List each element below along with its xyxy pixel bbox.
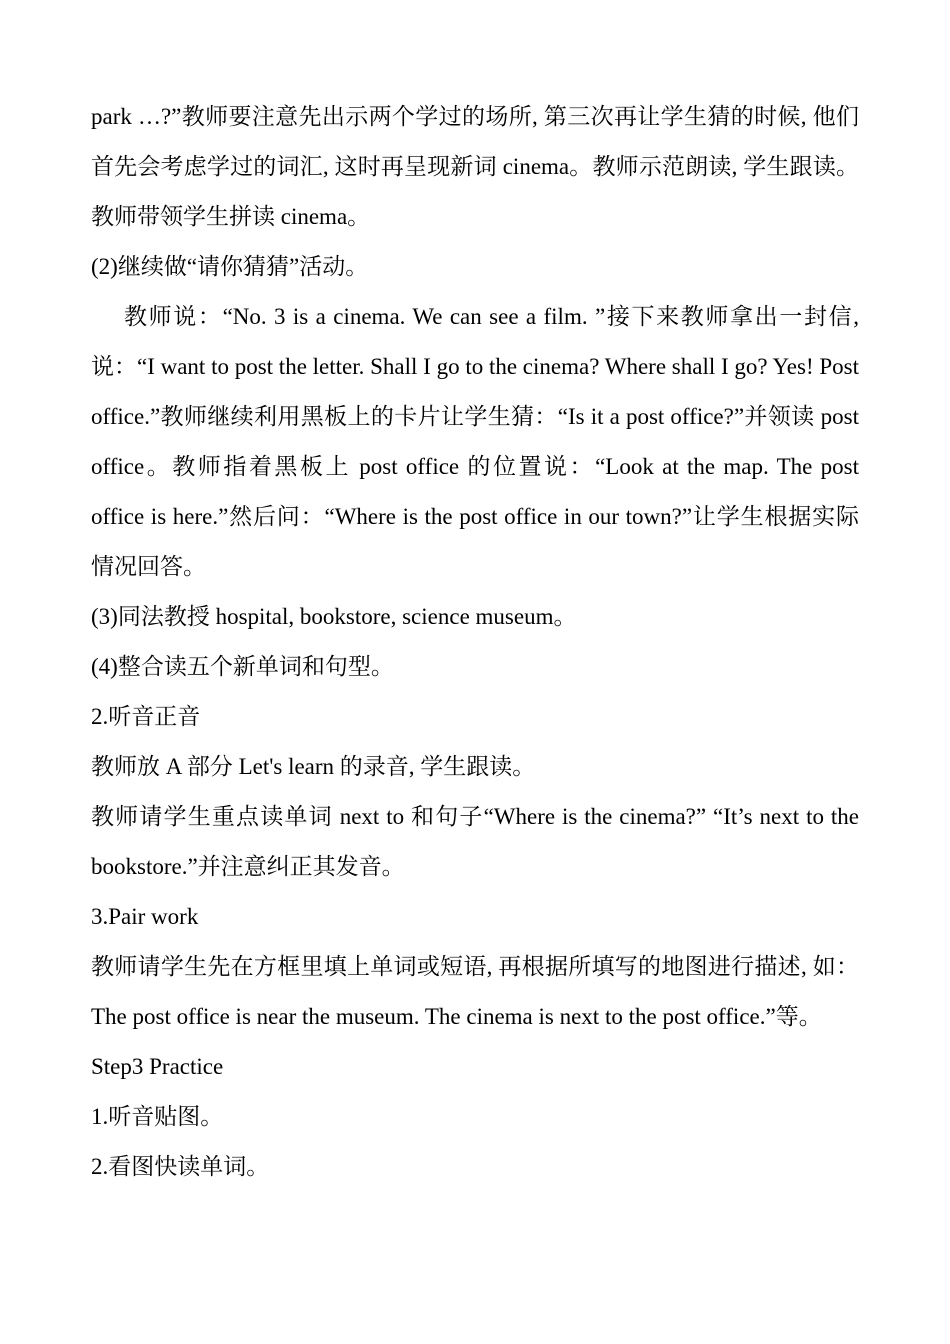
paragraph-step-4: (4)整合读五个新单词和句型。 <box>91 654 394 679</box>
paragraph-next-to: 教师请学生重点读单词 next to 和句子“Where is the cinema?” “It’s next to the bookstore.”并注意纠正其发音。 <box>91 804 859 879</box>
section-heading-listen: 2.听音正音 <box>91 704 201 729</box>
section-heading-practice: Step3 Practice <box>91 1054 224 1079</box>
list-item-2: 2.看图快读单词。 <box>91 1154 270 1179</box>
paragraph-pair-work: 教师请学生先在方框里填上单词或短语, 再根据所填写的地图进行描述, 如：The post office is near the museum. The cinema is next to the post office.”等。 <box>91 954 859 1029</box>
paragraph-step-2: (2)继续做“请你猜猜”活动。 <box>91 254 369 279</box>
list-item-1: 1.听音贴图。 <box>91 1104 224 1129</box>
paragraph-step-3: (3)同法教授 hospital, bookstore, science museum。 <box>91 604 577 629</box>
paragraph-lets-learn: 教师放 A 部分 Let's learn 的录音, 学生跟读。 <box>91 754 536 779</box>
paragraph-post-office: 教师说：“No. 3 is a cinema. We can see a film. ”接下来教师拿出一封信, 说：“I want to post the letter. Shall I go to the cinema? Where shall I go? Yes! Post office.”教师继续利用黑板上的卡片让学生猜：“Is it a post office?”并领读 post office。教师指着黑板上 post office 的位置说：“Look at the map. The post office is here.”然后问：“Where is the post office in our town?”让学生根据实际情况回答。 <box>91 304 860 579</box>
section-heading-pair-work: 3.Pair work <box>91 904 199 929</box>
paragraph-guess-intro: park …?”教师要注意先出示两个学过的场所, 第三次再让学生猜的时候, 他们首先会考虑学过的词汇, 这时再呈现新词 cinema。教师示范朗读, 学生跟读。教师带领学生拼读 cinema。 <box>91 104 859 229</box>
document-page <box>91 92 859 1192</box>
